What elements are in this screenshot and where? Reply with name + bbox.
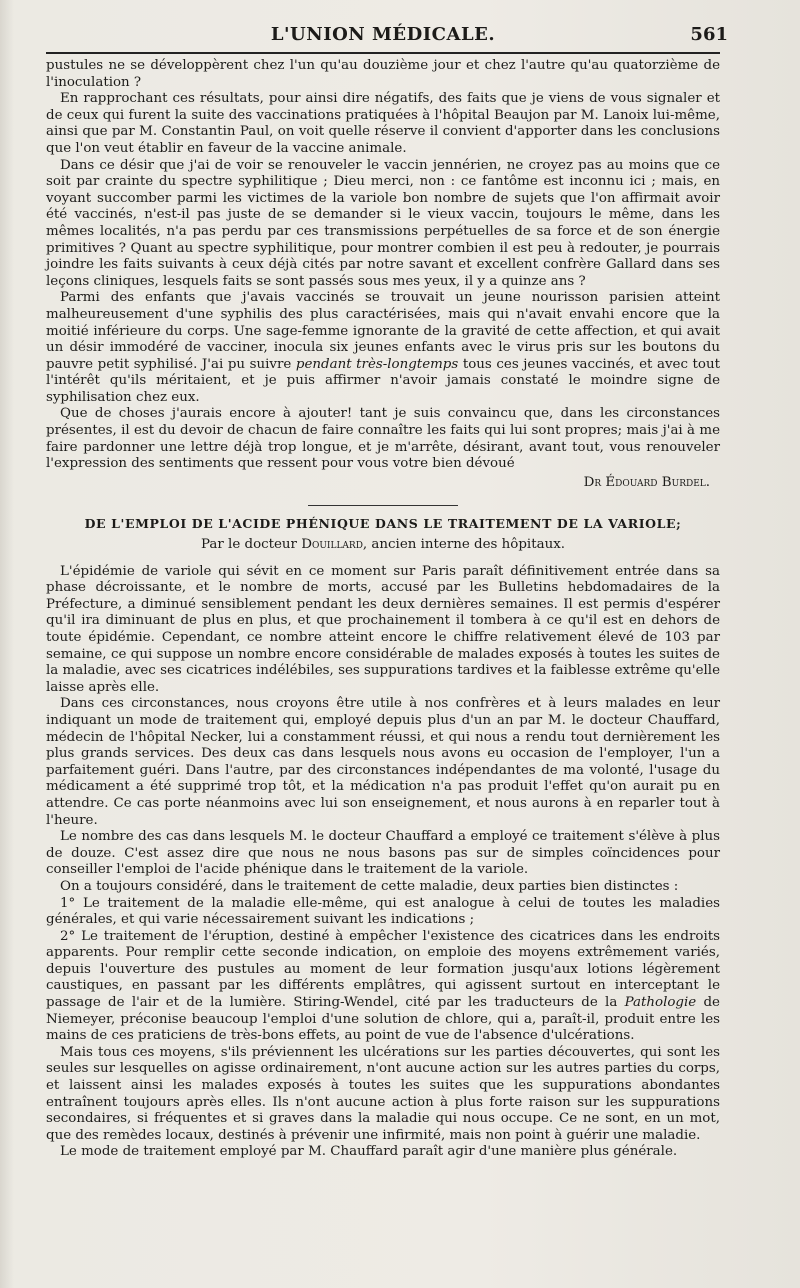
letter-paragraph: pustules ne se développèrent chez l'un qu'au douzième jour et chez l'autre qu'au quatorzième de l'inoculation ? [46, 58, 720, 90]
article-paragraph: Le nombre des cas dans lesquels M. le docteur Chauffard a employé ce traitement s'élève à plus de douze. C'est assez dire que nous ne nous basons pas sur de simples coïncidences pour conseiller l'emploi de l'acide phénique dans le traitement de la variole. [46, 829, 720, 878]
page-header [46, 18, 728, 54]
article-paragraph: 1° Le traitement de la maladie elle-même, qui est analogue à celui de toutes les maladies générales, et qui varie nécessairement suivant les indications ; [46, 895, 720, 928]
byline-author: Douillard [301, 537, 363, 553]
article-paragraph: Mais tous ces moyens, s'ils préviennent les ulcérations sur les parties découvertes, qui sont les seules sur lesquelles on agisse ordinairement, n'ont aucune action sur les autres parties du corps, et laissent ainsi les malades exposés à toutes les suites que les suppurations abondantes entraînent toujours après elles. Ils n'ont aucune action à plus forte raison sur les suppurations secondaires, si fréquentes et si graves dans la maladie qui nous occupe. Ce ne sont, en un mot, que des remèdes locaux, destinés à prévenir une infirmité, mais non point à guérir une maladie. [46, 1044, 720, 1143]
section-divider [308, 505, 458, 506]
letter-paragraph: Dans ce désir que j'ai de voir se renouveler le vaccin jennérien, ne croyez pas au moins que ce soit par crainte du spectre syphilitique ; Dieu merci, non : ce fantôme est inconnu ici ; mais, en voyant succomber parmi les victimes de la variole bon nombre de sujets que l'on affirmait avoir été vaccinés, n'est-il pas juste de se demander si le vieux vaccin, toujours le même, dans les mêmes localités, n'a pas perdu par ces transmissions perpétuelles de sa force et de son énergie primitives ? Quant au spectre syphilitique, pour montrer combien il est peu à redouter, je pourrais joindre les faits suivants à ceux déjà cités par notre savant et excellent confrère Gallard dans ses leçons cliniques, lesquels faits se sont passés sous mes yeux, il y a quinze ans ? [46, 157, 720, 289]
letter-paragraph: En rapprochant ces résultats, pour ainsi dire négatifs, des faits que je viens de vous signaler et de ceux qui furent la suite des vaccinations pratiquées à l'hôpital Beaujon par M. Lanoix lui-même, ainsi que par M. Constantin Paul, on voit quelle réserve il convient d'apporter dans les conclusions que l'on veut établir en faveur de la vaccine animale. [46, 91, 720, 156]
signature: Dr Édouard Burdel. [583, 474, 710, 490]
article-title: DE L'EMPLOI DE L'ACIDE PHÉNIQUE DANS LE TRAITEMENT DE LA VARIOLE; [84, 516, 682, 532]
running-title: L'UNION MÉDICALE. [270, 24, 496, 45]
italic-run: Pathologie [624, 995, 697, 1011]
byline-prefix: Par le docteur [200, 537, 302, 553]
byline-suffix: , ancien interne des hôpitaux. [362, 537, 566, 553]
article-paragraph: On a toujours considéré, dans le traitement de cette maladie, deux parties bien distinctes : [60, 878, 679, 894]
text-run: tous ces jeunes vaccinés, et avec tout l'intérêt qu'ils méritaient, et je puis affirmer n'avoir jamais constaté le moindre signe de syphilisation chez eux. [46, 356, 721, 405]
article-paragraph: Le mode de traitement employé par M. Chauffard paraît agir d'une manière plus générale. [60, 1144, 678, 1160]
article-byline [46, 537, 720, 554]
page-body [46, 58, 720, 1161]
article-paragraph [46, 929, 720, 1045]
text-run: de Niemeyer, préconise beaucoup l'emploi d'une solution de chlore, qui a, paraît-il, produit entre les mains de ces praticiens de très-bons effets, au point de vue de l'absence d'ulcérations. [46, 995, 720, 1044]
page-number: 561 [690, 24, 728, 45]
article-paragraph: L'épidémie de variole qui sévit en ce moment sur Paris paraît définitivement entrée dans sa phase décroissante, et le nombre de morts, accusé par les Bulletins hebdomadaires de la Préfecture, a diminué sensiblement pendant les deux dernières semaines. Il est permis d'espérer qu'il ira diminuant de plus en plus, et que prochainement il tombera à ce qu'il est en dehors de toute épidémie. Cependant, ce nombre atteint encore le chiffre relativement élevé de 103 par semaine, ce qui suppose un nombre encore considérable de malades exposés à toutes les suites de la maladie, avec ses cicatrices indélébiles, ses suppurations tardives et la faiblesse extrême qu'elle laisse après elle. [46, 563, 720, 695]
text-run: 2° Le traitement de l'éruption, destiné à empêcher l'existence des cicatrices dans les endroits apparents. Pour remplir cette seconde indication, on emploie des moyens extrêmement variés, depuis l'ouverture des pustules au moment de leur formation jusqu'aux lotions légèrement caustiques, en passant par les différents emplâtres, qui agissent surtout en interceptant le passage de l'air et de la lumière. Stiring-Wendel, cité par les traducteurs de la [46, 928, 720, 1011]
article-paragraph: Dans ces circonstances, nous croyons être utile à nos confrères et à leurs malades en leur indiquant un mode de traitement qui, employé depuis plus d'un an par M. le docteur Chauffard, médecin de l'hôpital Necker, lui a constamment réussi, et qui nous a rendu tout dernièrement les plus grands services. Des deux cas dans lesquels nous avons eu occasion de l'employer, l'un a parfaitement guéri. Dans l'autre, par des circonstances indépendantes de ma volonté, l'usage du médicament a été supprimé trop tôt, et la médication n'a pas produit l'effet qu'on aurait pu en attendre. Ce cas porte néanmoins avec lui son enseignement, et nous aurons à en reparler tout à l'heure. [46, 696, 720, 828]
text-run: Parmi des enfants que j'avais vaccinés se trouvait un jeune nourisson parisien atteint malheureusement d'une syphilis des plus caractérisées, mais qui n'avait envahi encore que la moitié inférieure du corps. Une sage-femme ignorante de la gravité de cette affection, et qui avait un désir immodéré de vacciner, inocula six jeunes enfants avec le virus pris sur les boutons du pauvre petit syphilisé. J'ai pu suivre [46, 290, 720, 372]
letter-paragraph [46, 290, 720, 406]
italic-run: pendant très-longtemps [295, 356, 459, 372]
letter-paragraph: Que de choses j'aurais encore à ajouter! tant je suis convaincu que, dans les circonstances présentes, il est du devoir de chacun de faire connaître les faits qui lui sont propres; mais j'ai à me faire pardonner une lettre déjà trop longue, et je m'arrête, désirant, avant tout, vous renouveler l'expression des sentiments que ressent pour vous votre bien dévoué [46, 406, 720, 472]
